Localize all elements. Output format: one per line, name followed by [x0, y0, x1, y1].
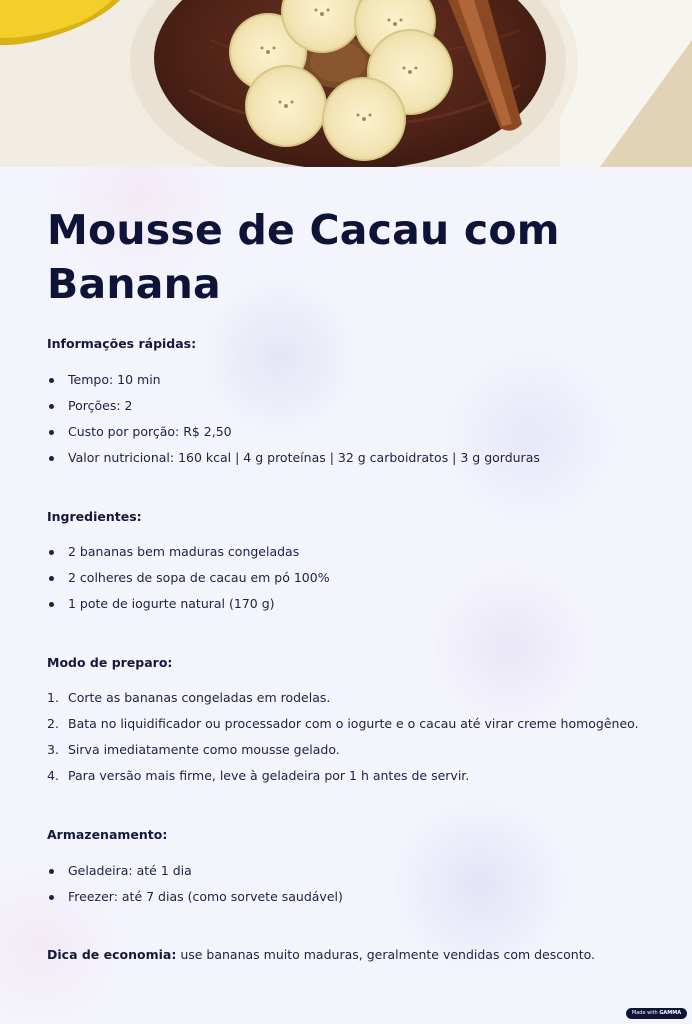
bullet-icon — [49, 602, 54, 607]
list-item: Custo por porção: R$ 2,50 — [47, 424, 540, 450]
ingredients-heading: Ingredientes: — [47, 509, 142, 524]
step-item: 2. Bata no liquidificador ou processador com o iogurte e o cacau até virar creme homogêneo. — [47, 716, 639, 731]
step-item: 4. Para versão mais firme, leve à geladeira por 1 h antes de servir. — [47, 768, 470, 783]
bullet-icon — [49, 456, 54, 461]
tip-text: use bananas muito maduras, geralmente vendidas com desconto. — [176, 947, 596, 962]
list-item: Tempo: 10 min — [47, 372, 540, 398]
ingredients-list — [47, 544, 330, 622]
bullet-icon — [49, 895, 54, 900]
step-item: 3. Sirva imediatamente como mousse gelado. — [47, 742, 340, 757]
list-item: 2 colheres de sopa de cacau em pó 100% — [47, 570, 330, 596]
savings-tip — [47, 947, 595, 963]
bullet-icon — [49, 550, 54, 555]
method-heading: Modo de preparo: — [47, 655, 173, 670]
quick-info-list — [47, 372, 540, 476]
list-item: 2 bananas bem maduras congeladas — [47, 544, 330, 570]
method-steps — [47, 690, 639, 794]
hero-image — [0, 0, 692, 167]
list-item: Porções: 2 — [47, 398, 540, 424]
list-item: Geladeira: até 1 dia — [47, 863, 343, 889]
list-item: Freezer: até 7 dias (como sorvete saudável) — [47, 889, 343, 915]
bullet-icon — [49, 404, 54, 409]
bullet-icon — [49, 430, 54, 435]
bullet-icon — [49, 378, 54, 383]
storage-list — [47, 863, 343, 915]
made-with-badge[interactable]: Made with GAMMA — [626, 1008, 687, 1019]
bullet-icon — [49, 576, 54, 581]
recipe-title: Mousse de Cacau com Banana — [47, 206, 560, 308]
step-item: 1. Corte as bananas congeladas em rodelas. — [47, 690, 331, 705]
list-item: 1 pote de iogurte natural (170 g) — [47, 596, 330, 622]
tip-label: Dica de economia: — [47, 947, 177, 962]
quick-info-heading: Informações rápidas: — [47, 336, 197, 351]
storage-heading: Armazenamento: — [47, 827, 168, 842]
mousse-bowl-photo — [0, 0, 692, 167]
brand-logo: GAMMA — [659, 1010, 682, 1016]
bullet-icon — [49, 869, 54, 874]
list-item: Valor nutricional: 160 kcal | 4 g proteínas | 32 g carboidratos | 3 g gorduras — [47, 450, 540, 476]
